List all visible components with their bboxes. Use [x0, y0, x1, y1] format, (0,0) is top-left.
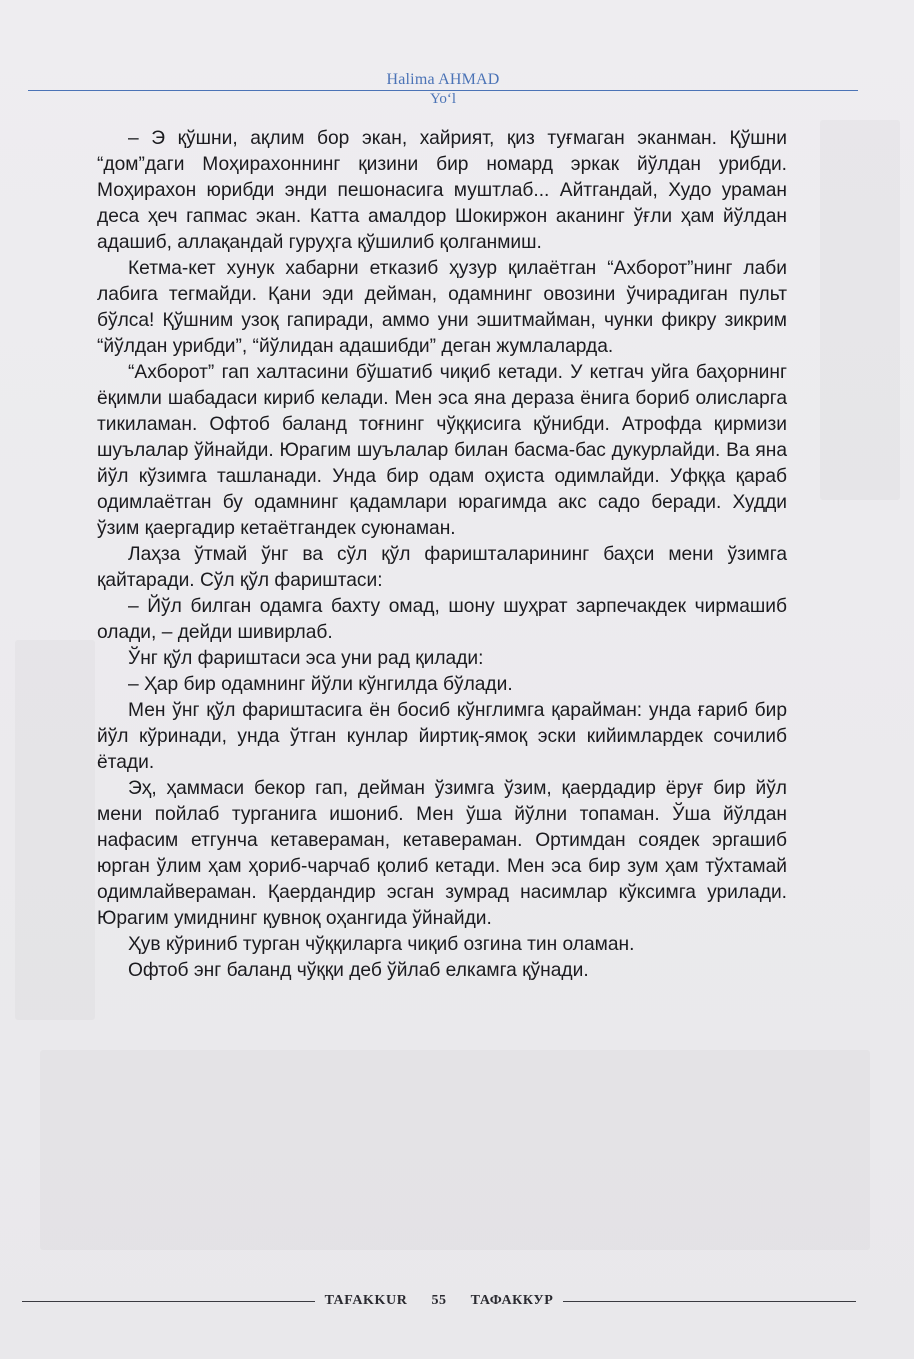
running-header [28, 70, 858, 108]
bleed-through-block [15, 640, 95, 1020]
paragraph: Мен ўнг қўл фариштасига ён босиб кўнглимга қарайман: унда ғариб бир йўл кўринади, унда ўтган кунлар йиртиқ-ямоқ эски кийимлардек сочилиб ётади. [97, 700, 787, 773]
paragraph: – Йўл билган одамга бахту омад, шону шуҳрат зарпечакдек чирмашиб олади, – дейди шивирлаб. [97, 596, 787, 643]
footer-rule-left [22, 1301, 315, 1302]
paragraph: – Ҳар бир одамнинг йўли кўнгилда бўлади. [128, 674, 513, 695]
paragraph: Офтоб энг баланд чўққи деб ўйлаб елкамга қўнади. [128, 960, 589, 981]
page-number: 55 [431, 1293, 447, 1308]
paragraph: Ҳув кўриниб турган чўққиларга чиқиб озгина тин оламан. [128, 934, 635, 955]
bleed-through-block [40, 1050, 870, 1250]
footer-journal-cyrillic: ТАФАККУР [470, 1293, 554, 1308]
header-title: Yo‘l [430, 91, 456, 107]
paragraph: – Э қўшни, ақлим бор экан, хайрият, қиз туғмаган эканман. Қўшни “дом”даги Моҳирахоннинг қизини бир номард эркак йўлдан урибди. Моҳирахон юрибди энди пешонасига муштлаб... Айтгандай, Худо ураман деса ҳеч гапмас экан. Катта амалдор Шокиржон аканинг ўғли ҳам йўлдан адашиб, аллақандай гуруҳга қўшилиб қолганмиш. [97, 128, 787, 253]
paragraph: Кетма-кет хунук хабарни етказиб ҳузур қилаётган “Ахборот”нинг лаби лабига тегмайди. Қани эди дейман, одамнинг овозини ўчирадиган пульт бўлса! Қўшним узоқ гапиради, аммо уни эшитмайман, чунки фикру зикрим “йўлдан урибди”, “йўлидан адашибди” деган жумлаларда. [97, 258, 787, 357]
paragraph: Лаҳза ўтмай ўнг ва сўл қўл фариштaларининг баҳси мени ўзимга қайтаради. Сўл қўл фариштаси: [97, 544, 787, 591]
paragraph: “Ахборот” гап халтасини бўшатиб чиқиб кетади. У кетгач уйга баҳорнинг ёқимли шабадаси кириб келади. Мен эса яна дераза ёнига бориб олисларга тикиламан. Офтоб баланд тоғнинг чўққисига қўнибди. Атрофда қирмизи шуълалар ўйнайди. Юрагим шуълалар билан басма-бас дукурлайди. Ва яна йўл кўзимга ташланади. Унда бир одам оҳиста одимлайди. Уфққа қараб одимлаётган бу одамнинг қадамлари юрагимда акс садо беради. Худди ўзим қаергадир кетаётгандек суюнаман. [97, 362, 787, 539]
footer-rule-right [563, 1301, 856, 1302]
paragraph: Ўнг қўл фариштаси эса уни рад қилади: [128, 648, 484, 669]
paragraph: Эҳ, ҳаммаси бекор гап, дейман ўзимга ўзим, қаердадир ёруғ бир йўл мени пойлаб турганига ишониб. Мен ўша йўлни топаман. Ўша йўлдан нафасим етгунча кетавераман, кетавераман. Ортимдан соядек эргашиб юрган ўлим ҳам ҳориб-чарчаб қолиб кетади. Мен эса бир зум ҳам тўхтамай одимлайвераман. Қаердандир эсган зумрад насимлар кўксимга урилади. Юрагим умиднинг қувноқ оҳангида ўйнайди. [97, 778, 787, 929]
bleed-through-block [820, 120, 900, 500]
page-footer [22, 1290, 856, 1312]
article-body [97, 126, 787, 984]
footer-journal-latin: TAFAKKUR [324, 1293, 408, 1308]
header-author: Halima AHMAD [386, 71, 500, 88]
